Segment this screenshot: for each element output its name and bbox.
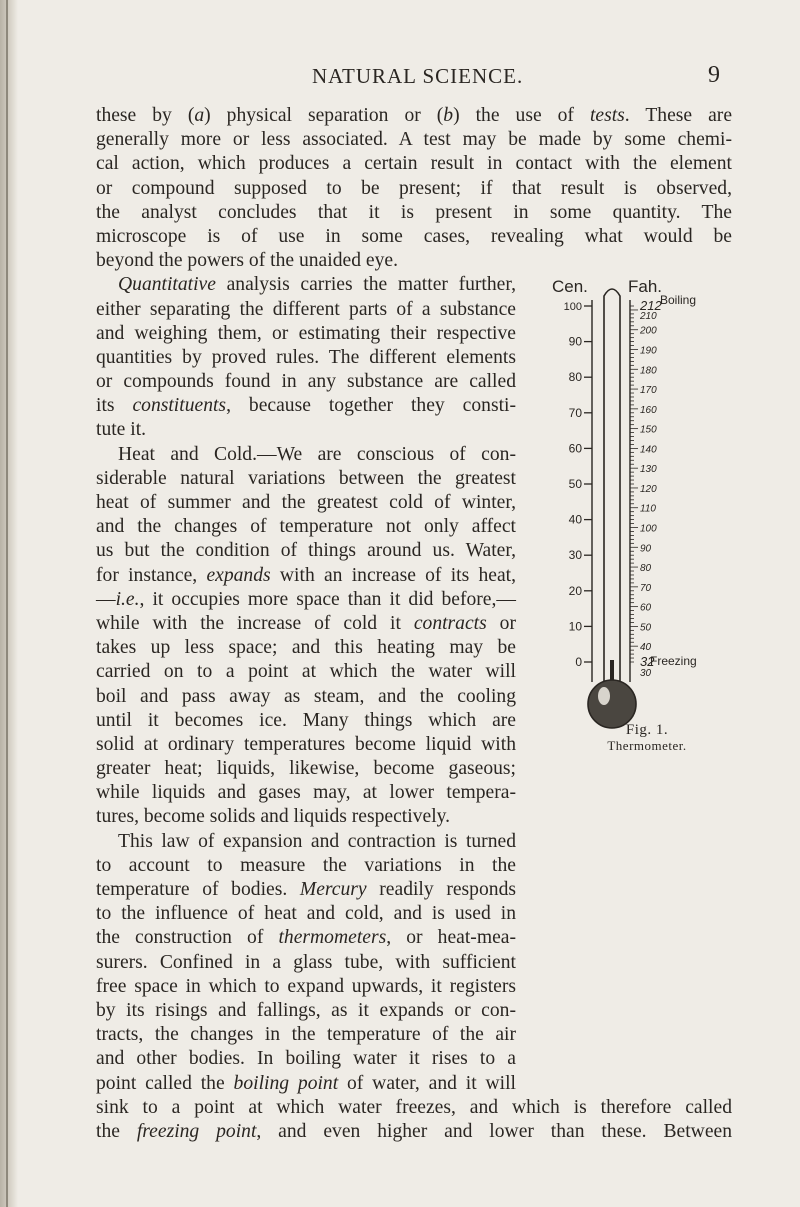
- text-line: carried on to a point at which the water will: [96, 661, 516, 683]
- text-line: beyond the powers of the unaided eye.: [96, 250, 398, 272]
- fahrenheit-tick-label: 190: [640, 345, 657, 357]
- text-line: while liquids and gases may, at lower tempera-: [96, 782, 516, 804]
- freezing-label: Freezing: [650, 654, 697, 668]
- page-number: 9: [708, 62, 720, 88]
- text-line: quantities by proved rules. The different elements: [96, 346, 516, 368]
- text-line: to the influence of heat and cold, and is used in: [96, 903, 516, 925]
- text-line: the construction of thermometers, or heat-mea-: [96, 927, 516, 949]
- celsius-tick-label: 0: [575, 655, 582, 669]
- text-line: and weighing them, or estimating their respective: [96, 322, 516, 344]
- fahrenheit-tick-label: 130: [640, 464, 657, 476]
- fahrenheit-tick-label: 150: [640, 424, 657, 436]
- celsius-tick-label: 10: [568, 619, 582, 634]
- fahrenheit-ticks: [630, 298, 662, 679]
- celsius-tick-label: 70: [568, 405, 582, 420]
- celsius-tick-label: 100: [563, 301, 582, 313]
- text-line: boil and pass away as steam, and the cooling: [96, 685, 516, 707]
- text-line: Quantitative analysis carries the matter further,: [118, 274, 516, 296]
- fahrenheit-tick-label: 180: [640, 365, 657, 377]
- text-line: to account to measure the variations in the: [96, 854, 516, 876]
- text-line: surers. Confined in a glass tube, with sufficient: [96, 951, 516, 973]
- text-line: generally more or less associated. A test may be made by some chemi-: [96, 129, 732, 151]
- text-line: the analyst concludes that it is present in some quantity. The: [96, 201, 732, 223]
- text-line: these by (a) physical separation or (b) the use of tests. These are: [96, 105, 733, 126]
- thermometer-tube: [604, 289, 620, 684]
- text-line: This law of expansion and contraction is turned: [118, 830, 516, 852]
- fahrenheit-tick-label: 100: [640, 523, 657, 535]
- text-line: solid at ordinary temperatures become liquid with: [96, 733, 516, 755]
- text-line: or compound supposed to be present; if that result is observed,: [96, 177, 732, 199]
- fahrenheit-tick-label: 70: [640, 582, 652, 594]
- text-line: microscope is of use in some cases, revealing what would be: [96, 225, 732, 247]
- fahrenheit-tick-label: 40: [640, 642, 652, 654]
- text-line: takes up less space; and this heating may be: [96, 637, 516, 659]
- text-line: tracts, the changes in the temperature of the air: [96, 1024, 516, 1046]
- celsius-label: Cen.: [552, 277, 588, 296]
- text-line: for instance, expands with an increase of its heat,: [96, 564, 516, 586]
- celsius-tick-label: 30: [568, 548, 582, 563]
- text-line: and the changes of temperature not only affect: [96, 516, 516, 538]
- fahrenheit-label: Fah.: [628, 277, 663, 296]
- text-line: us but the condition of things around us. Water,: [96, 540, 516, 562]
- celsius-tick-label: 90: [568, 334, 582, 349]
- fahrenheit-tick-label: 80: [640, 563, 652, 575]
- text-line: greater heat; liquids, likewise, become gaseous;: [96, 758, 516, 780]
- fahrenheit-tick-label: 200: [640, 325, 657, 337]
- text-line: temperature of bodies. Mercury readily responds: [96, 879, 516, 900]
- fahrenheit-tick-label: 170: [640, 385, 657, 397]
- thermometer-figure: [548, 276, 697, 766]
- fahrenheit-tick-label: 212: [640, 298, 662, 313]
- text-line: siderable natural variations between the greatest: [96, 467, 516, 489]
- celsius-ticks: [564, 301, 592, 669]
- celsius-tick-label: 80: [568, 370, 582, 385]
- fahrenheit-tick-label: 60: [640, 602, 652, 614]
- text-line: either separating the different parts of a substance: [96, 298, 516, 320]
- text-line: heat of summer and the greatest cold of winter,: [96, 492, 516, 513]
- celsius-tick-label: 20: [568, 583, 582, 598]
- text-line: sink to a point at which water freezes, and which is therefore called: [96, 1096, 732, 1118]
- fahrenheit-tick-label: 210: [640, 310, 657, 322]
- text-line: Heat and Cold.—We are conscious of con-: [118, 443, 516, 465]
- text-line: cal action, which produces a certain result in contact with the element: [96, 153, 732, 175]
- text-line: point called the boiling point of water, and it will: [96, 1072, 516, 1094]
- celsius-tick-label: 60: [568, 441, 582, 456]
- thermometer-bulb: [588, 680, 636, 728]
- text-line: tute it.: [96, 419, 147, 441]
- fahrenheit-tick-label: 50: [640, 622, 652, 634]
- running-head: [80, 64, 720, 88]
- text-line: or compounds found in any substance are called: [96, 371, 516, 393]
- fahrenheit-tick-label: 120: [640, 483, 657, 495]
- fahrenheit-tick-label: 160: [640, 404, 657, 416]
- fahrenheit-tick-label: 30: [640, 667, 652, 679]
- fahrenheit-tick-label: 140: [640, 444, 657, 456]
- boiling-label: Boiling: [660, 293, 697, 307]
- text-line: while with the increase of cold it contracts or: [96, 612, 516, 634]
- book-binding-edge: [0, 0, 18, 1207]
- text-line: free space in which to expand upwards, it registers: [96, 975, 516, 997]
- text-line: —i.e., it occupies more space than it did before,—: [96, 588, 516, 610]
- text-line: its constituents, because together they consti-: [96, 395, 516, 417]
- fahrenheit-tick-label: 32: [640, 654, 655, 669]
- text-line: until it becomes ice. Many things which are: [96, 709, 516, 731]
- text-line: the freezing point, and even higher and lower than these. Between: [96, 1120, 733, 1142]
- celsius-tick-label: 50: [568, 477, 582, 491]
- fahrenheit-tick-label: 90: [640, 543, 652, 555]
- text-line: tures, become solids and liquids respectively.: [96, 806, 451, 828]
- text-line: and other bodies. In boiling water it rises to a: [96, 1048, 516, 1070]
- figure-caption-title: Thermometer.: [607, 738, 687, 753]
- fahrenheit-tick-label: 110: [640, 503, 656, 515]
- figure-caption-label: Fig. 1.: [625, 722, 669, 738]
- text-line: by its risings and fallings, as it expands or con-: [96, 999, 516, 1021]
- running-head-title: NATURAL SCIENCE.: [312, 64, 524, 88]
- celsius-tick-label: 40: [568, 512, 582, 527]
- figure-caption: [582, 722, 712, 754]
